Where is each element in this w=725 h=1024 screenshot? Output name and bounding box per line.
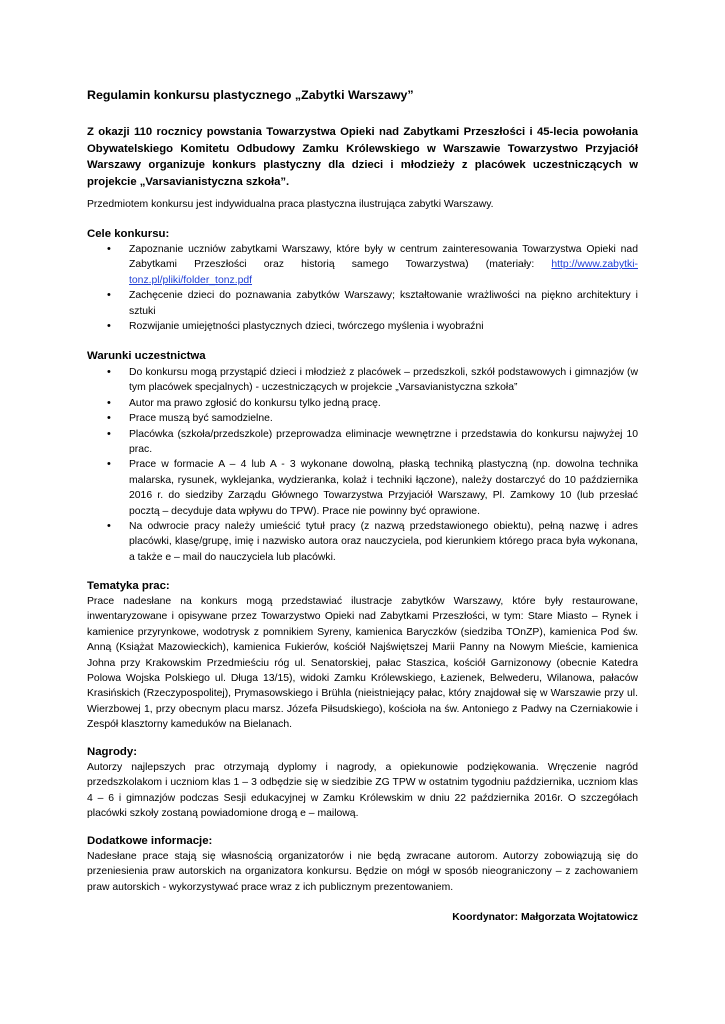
list-item: • Rozwijanie umiejętności plastycznych dzieci, twórczego myślenia i wyobraźni: [87, 319, 638, 334]
subject-paragraph: Przedmiotem konkursu jest indywidualna praca plastyczna ilustrująca zabytki Warszawy.: [87, 199, 494, 210]
prizes-heading: Nagrody:: [87, 746, 137, 758]
document-title: Regulamin konkursu plastycznego „Zabytki Warszawy”: [87, 88, 414, 102]
list-item: • Placówka (szkoła/przedszkole) przeprowadza eliminacje wewnętrzne i przedstawia do konkursu najwyżej 10 prac.: [87, 427, 638, 458]
goals-heading: Cele konkursu:: [87, 228, 170, 240]
topics-paragraph: Prace nadesłane na konkurs mogą przedstawiać ilustracje zabytków Warszawy, które były restaurowane, inwentaryzowane i opisywane przez Towarzystwo Opieki nad Zabytkami Przeszłości, w tym: Stare Miasto – Rynek i kamienice przyrynkowe, wodotrysk z pomnikiem Syreny, kamienica Baryczków (siedziba TOnZP), kamienica Pod św. Anną (Książat Mazowieckich), kamienica Fukierów, kościół Najświętszej Marii Panny na Nowym Mieście, kamienica Johna przy Krakowskim Przedmieściu róg ul. Senatorskiej, pałac Staszica, kościół Garnizonowy (obecnie Katedra Polowa Wojska Polskiego ul. Długa 13/15), widoki Zamku Królewskiego, Łazienek, Belwederu, Wilanowa, pałaców Krasińskich (Rzeczypospolitej), Prymasowskiego i Brühla (nieistniejący pałac, który znajdował się w Warszawie przy ul. Wierzbowej 1, przy obecnym placu marsz. Józefa Piłsudskiego), kościoła na św. Antoniego z Padwy na Czerniakowie i Zespół klasztorny kameduków na Bielanach.: [87, 596, 638, 731]
prizes-paragraph: Autorzy najlepszych prac otrzymają dyplomy i nagrody, a opiekunowie podziękowania. Wręczenie nagród przedszkolakom i uczniom klas 1 – 3 odbędzie się w siedzibie ZG TPW w ostatnim tygodniu października, uczniom klas 4 – 6 i gimnazjów podczas Sesji edukacyjnej w Zamku Królewskim w dniu 22 października 2016r. O szczegółach placówki szkoły zostaną powiadomione drogą e – mailową.: [87, 762, 638, 820]
list-item: • Prace w formacie A – 4 lub A - 3 wykonane dowolną, płaską techniką plastyczną (np. dowolna technika malarska, rysunek, wyklejanka, wydzieranka, kolaż i techniki łączone), należy dostarczyć do 10 października 2016 r. do siedziby Zarządu Głównego Towarzystwa Przyjaciół Warszawy, Pl. Zamkowy 10 (lub przesłać pocztą – decyduje data wpływu do TPW). Prace nie powinny być oprawione.: [87, 457, 638, 519]
list-item: • Na odwrocie pracy należy umieścić tytuł pracy (z nazwą przedstawionego obiektu), pełną nazwę i adres placówki, klasę/grupę, imię i nazwisko autora oraz nauczyciela, pod kierunkiem którego praca była wykonana, a także e – mail do nauczyciela lub placówki.: [87, 519, 638, 565]
conditions-heading: Warunki uczestnictwa: [87, 350, 206, 362]
coordinator-signature: Koordynator: Małgorzata Wojtatowicz: [452, 912, 638, 923]
materials-link[interactable]: http://www.zabytki-tonz.pl/pliki/folder_tonz.pdf: [129, 259, 638, 286]
goals-item-text: Zapoznanie uczniów zabytkami Warszawy, które były w centrum zainteresowania Towarzystwa Opieki nad Zabytkami Przeszłości oraz historią samego Towarzystwa) (materiały:: [129, 244, 638, 271]
goals-list: [87, 242, 638, 334]
list-item: • Prace muszą być samodzielne.: [87, 411, 638, 426]
list-item: [87, 242, 638, 288]
topics-heading: Tematyka prac:: [87, 580, 170, 592]
list-item: • Autor ma prawo zgłosić do konkursu tylko jedną pracę.: [87, 396, 638, 411]
extra-info-heading: Dodatkowe informacje:: [87, 835, 213, 847]
list-item: • Do konkursu mogą przystąpić dzieci i młodzież z placówek – przedszkoli, szkół podstawowych i gimnazjów (w tym placówek specjalnych) - uczestniczących w projekcie „Varsavianistyczna szkoła”: [87, 365, 638, 396]
list-item: • Zachęcenie dzieci do poznawania zabytków Warszawy; kształtowanie wrażliwości na piękno architektury i sztuki: [87, 288, 638, 319]
conditions-list: [87, 365, 638, 565]
intro-paragraph: Z okazji 110 rocznicy powstania Towarzystwa Opieki nad Zabytkami Przeszłości i 45-lecia powołania Obywatelskiego Komitetu Odbudowy Zamku Królewskiego w Warszawie Towarzystwo Przyjaciół Warszawy organizuje konkurs plastyczny dla dzieci i młodzieży z placówek uczestniczących w projekcie „Varsavianistyczna szkoła”.: [87, 126, 638, 188]
extra-info-paragraph: Nadesłane prace stają się własnością organizatorów i nie będą zwracane autorom. Autorzy zobowiązują się do przeniesienia praw autorskich na organizatora konkursu. Będzie on mógł w sposób nieograniczony – z zachowaniem praw autorskich - wykorzystywać prace wraz z ich publicznym prezentowaniem.: [87, 851, 638, 893]
